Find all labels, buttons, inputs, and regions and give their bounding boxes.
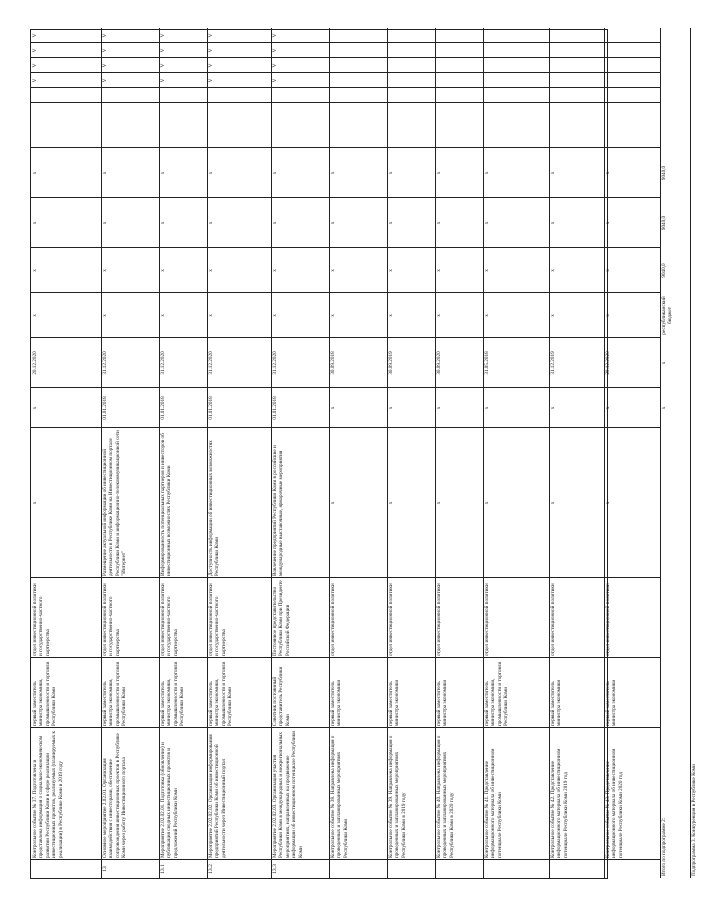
partner-text: отдел инвестиционной политики [550,583,556,656]
end-date: 30.09.2020 [436,351,442,375]
executor-text: первый заместитель министра экономики, промышленности и торговли Республики Коми [102,661,128,726]
finance-cell: х [272,221,278,225]
finance-cell: х [484,171,490,175]
executor-text: первый заместитель министра экономики [605,679,618,726]
activity-text: Контрольное событие № 41. Представление информационного материала об инвестиционном потенциале Республики Коми [484,748,503,858]
start-date: х [388,406,394,410]
finance-cell: х [160,221,166,225]
result-text: х [436,501,442,505]
quarter-mark: V [102,48,108,53]
finance-cell: х [160,314,166,317]
quarter-mark: V [272,33,278,38]
finance-cell: х [102,314,108,317]
partner-text: отдел инвестиционной политики [388,583,394,656]
finance-cell: х [102,269,108,272]
finance-cell: х [272,269,278,272]
quarter-mark: V [272,78,278,83]
quarter-mark [387,58,435,73]
finance-cell: х [550,221,556,225]
activity-text: Контрольное событие № 42. Представление информационного материала об инвестиционном потенциале Республики Коми 2019 год [550,748,569,858]
row-number [435,860,483,878]
finance-cell: х [605,314,611,317]
start-date: 01.01.2018 [208,396,214,420]
quarter-mark [604,73,660,88]
executor-text: первый заместитель министра экономики, промышленности и торговли Республики Коми [32,661,58,726]
finance-cell: х [208,221,214,225]
quarter-mark [483,28,549,43]
result-text: Доступность информации об инвестиционных возможностях Республики Коми [208,440,221,576]
finance-cell: х [160,269,166,272]
total-2020: 9040,0 [661,165,667,181]
activity-text: Контрольное событие № 37. Подготовлена и представлена информация о социально-экономическом развитии Республики Коми в сфере реализации инвестиционных проектов, реализуемых (планируемых к реализации) в Республике Коми в 2019 году [32,730,64,858]
result-text: х [550,501,556,505]
end-date: 31.12.2020 [272,351,278,375]
partner-text: отдел инвестиционной политики и государственно-частного партнерства [208,583,227,656]
quarter-mark: V [272,63,278,68]
finance-cell: х [436,269,442,272]
finance-cell: х [605,171,611,175]
activity-text: Контрольное событие № 40. Направлена информация о проведенных и запланированных мероприятиях Республики Коми в 2020 году [436,735,455,858]
finance-cell: х [272,171,278,175]
partner-text: отдел инвестиционной политики [605,583,611,656]
finance-cell: х [388,221,394,225]
activity-text: Контрольное событие № 39. Направлена информация о проведенных и запланированных мероприятиях Республики Коми в 2019 году [388,735,407,858]
finance-cell: х [550,269,556,272]
start-date: 01.01.2018 [102,396,108,420]
quarter-mark: V [160,33,166,38]
row-number: 13.1 [160,864,166,874]
end-date: 30.09.2019 [388,351,394,375]
quarter-mark [329,28,387,43]
finance-cell: х [605,221,611,225]
executor-text: Советник постоянный представитель Республики Коми [272,666,291,726]
row-number: 13 [102,866,108,872]
finance-cell: х [550,314,556,317]
executor-text: первый заместитель министра экономики [330,679,343,726]
finance-cell: х [272,314,278,317]
activity-text: Контрольное событие № 38. Направлена информация о проведенных и запланированных мероприятиях Республики Коми [330,735,349,858]
end-date: 31.12.2020 [160,351,166,375]
partner-text: Постоянное представительство Республики Коми при Президенте Российской Федерации [272,580,291,656]
start-date: х [32,406,38,410]
quarter-mark [435,73,483,88]
quarter-mark [549,73,604,88]
rotated-table-sheet [30,29,697,879]
finance-cell: х [102,171,108,175]
activity-text: Мероприятие 2.02.02.01. Подготовка (обновление) и публикация сводных инвестиционных проектов и предложений Республики Коми [160,742,179,858]
finance-cell: х [32,221,38,225]
start-date: х [436,406,442,410]
executor-text: первый заместитель министра экономики, промышленности и торговли Республики Коми [484,661,510,726]
totals-label: Итого по подпрограмме 2: [661,817,667,876]
finance-cell: х [32,269,38,272]
end-date: 31.12.2019 [550,351,556,375]
quarter-mark: V [32,48,38,53]
total-2019: 9040,0 [661,215,667,231]
finance-cell: х [32,171,38,175]
executor-text: первый заместитель министра экономики [388,679,401,726]
row-number: 13.3 [272,864,278,874]
finance-cell: х [32,314,38,317]
quarter-mark [435,43,483,58]
end-date: 31.05.2018 [484,351,490,375]
quarter-mark [604,28,660,43]
executor-text: первый заместитель министра экономики, промышленности и торговли Республики Коми [160,661,186,726]
quarter-mark [549,28,604,43]
partner-text: отдел инвестиционной политики [436,583,442,656]
subprogram-heading: Подпрограмма 3. Конкуренция в Республике Коми [691,764,697,876]
finance-cell: х [160,171,166,175]
start-date: 01.01.2018 [160,396,166,420]
quarter-mark [483,58,549,73]
partner-text: отдел инвестиционной политики и государственно-частного партнерства [32,583,51,656]
quarter-mark [329,43,387,58]
result-text: Информированность потенциальных партнеров и инвесторов об инвестиционных возможностях Республики Коми [160,433,173,576]
quarter-mark: V [160,63,166,68]
quarter-mark [387,73,435,88]
quarter-mark [604,43,660,58]
result-text: х [388,501,394,505]
finance-cell: х [330,171,336,175]
row-number [483,860,549,878]
quarter-mark [435,28,483,43]
activity-text: Контрольное событие № 43. Представление информационного материала об инвестиционном потенциале Республики Коми 2020 год [605,748,624,858]
totals-mark: х [661,406,667,410]
quarter-mark [549,58,604,73]
finance-cell: х [550,171,556,175]
quarter-mark: V [102,78,108,83]
row-number: 13.2 [208,864,214,874]
executor-text: первый заместитель министра экономики, промышленности и торговли Республики Коми [208,661,234,726]
quarter-mark [329,58,387,73]
end-date: 31.12.2020 [208,351,214,375]
funding-source: республиканский бюджет [661,296,674,335]
column-divider [31,102,660,103]
finance-cell: х [436,314,442,317]
quarter-mark [387,28,435,43]
end-date: 31.12.2020 [102,351,108,375]
finance-cell: х [436,221,442,225]
finance-cell: х [208,269,214,272]
end-date: 20.12.2020 [605,351,611,375]
activity-text: Мероприятие 2.02.02.03. Организация участия Республики Коми в международных и межрегиональных мероприятиях, направленных на продвижение информации об инвестиционном потенциале Республики Коми [272,730,304,858]
result-text: х [605,501,611,505]
quarter-mark: V [208,33,214,38]
result-text: Размещение актуальной информации об инвестиционной деятельности в Республике Коми на Инвестиционном портале Республики Коми и информационно-телекоммуникационной сети "Интернет" [102,430,128,576]
finance-cell: х [208,314,214,317]
quarter-mark: V [102,63,108,68]
finance-cell: х [484,269,490,272]
quarter-mark [604,58,660,73]
row-number [329,860,387,878]
quarter-mark [435,58,483,73]
finance-cell: х [484,314,490,317]
partner-text: отдел инвестиционной политики и государственно-частного партнерства [160,583,179,656]
activity-text: Мероприятие 2.02.02.02. Организация информирования предприятий Республики Коми об инвестиционной деятельности через Инвестиционный портал [208,734,227,858]
start-date: х [605,406,611,410]
finance-cell: х [605,269,611,272]
finance-cell: х [388,171,394,175]
finance-cell: х [388,314,394,317]
partner-text: отдел инвестиционной политики и государственно-частного партнерства [102,583,121,656]
quarter-mark: V [102,33,108,38]
quarter-mark [549,43,604,58]
start-date: х [330,406,336,410]
row-number [31,860,101,878]
quarter-mark: V [208,63,214,68]
start-date: 01.01.2018 [272,396,278,420]
end-date: 30.09.2018 [330,351,336,375]
totals-mark: х [661,361,667,365]
finance-cell: х [484,221,490,225]
start-date: х [484,406,490,410]
result-text: х [484,501,490,505]
row-number [604,860,660,878]
finance-cell: х [102,221,108,225]
quarter-mark [483,73,549,88]
result-text: Вовлечение предприятий Республики Коми в российские и международные выставочные, ярмарочные мероприятия [272,445,285,576]
finance-cell: х [330,221,336,225]
partner-text: отдел инвестиционной политики [484,583,490,656]
result-text: х [330,501,336,505]
partner-text: отдел инвестиционной политики [330,583,336,656]
start-date: х [550,406,556,410]
row-number [387,860,435,878]
end-date: 20.12.2020 [32,351,38,375]
finance-cell: х [330,314,336,317]
finance-cell: х [436,171,442,175]
quarter-mark [387,43,435,58]
executor-text: первый заместитель министра экономики [436,679,449,726]
quarter-mark: V [208,78,214,83]
finance-cell: х [388,269,394,272]
quarter-mark: V [32,63,38,68]
quarter-mark: V [32,33,38,38]
result-text: х [32,501,38,505]
plan-table [30,29,697,879]
quarter-mark: V [272,48,278,53]
quarter-mark: V [160,48,166,53]
executor-text: первый заместитель министра экономики [550,679,563,726]
finance-cell: х [330,269,336,272]
total-2018: 9040,0 [661,263,667,278]
activity-text: Основное мероприятие 2.02.01. Организация взаимодействия с инвесторами, обеспечение сопровождения инвестиционных проектов в Республике Коми через работу Инвестиционного портала [102,733,128,858]
quarter-mark [329,73,387,88]
row-number [549,860,604,878]
quarter-mark [483,43,549,58]
finance-cell: х [208,171,214,175]
quarter-mark: V [208,48,214,53]
quarter-mark: V [160,78,166,83]
quarter-mark: V [32,78,38,83]
